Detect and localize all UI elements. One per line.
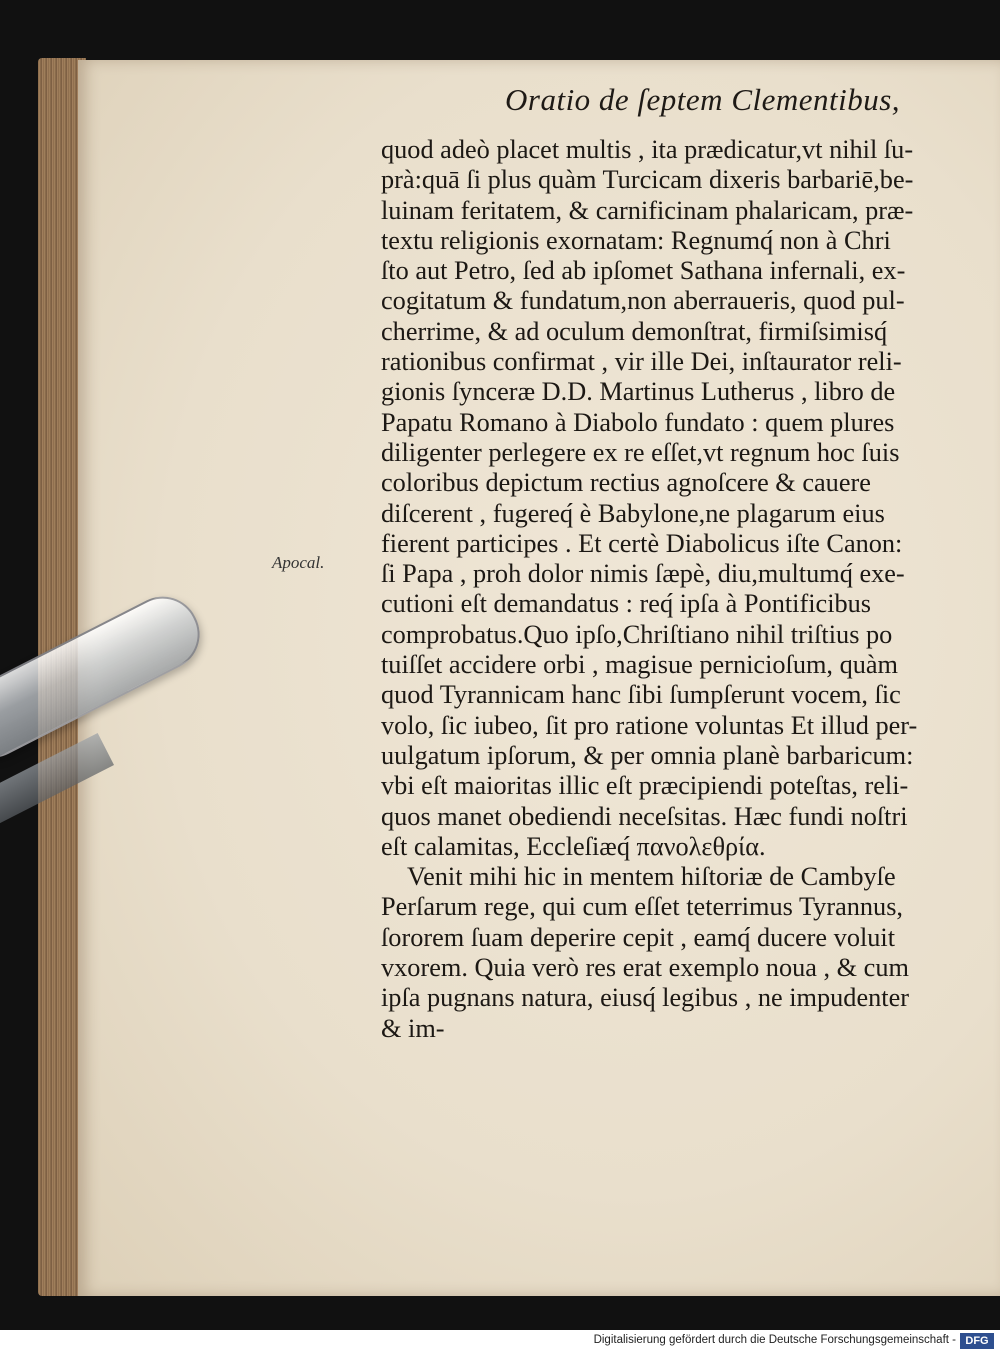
footer-bar bbox=[0, 1330, 1000, 1353]
text-line: prà:quā ſi plus quàm Turcicam dixeris barbariē,be- bbox=[381, 165, 914, 195]
text-line: quos manet obediendi neceſsitas. Hæc fundi noſtri bbox=[381, 801, 908, 831]
text-line: diſcerent , fugereq́ è Babylone,ne plagarum eius bbox=[381, 498, 885, 528]
text-line: & im- bbox=[381, 1013, 445, 1043]
text-line: eſt calamitas, Eccleſiæq́ πανολεθρία. bbox=[381, 831, 766, 861]
text-line: volo, ſic iubeo, ſit pro ratione voluntas Et illud per- bbox=[381, 710, 918, 740]
text-line: rationibus confirmat , vir ille Dei, inſtaurator reli- bbox=[381, 347, 902, 377]
text-line: cogitatum & fundatum,non aberraueris, quod pul- bbox=[381, 286, 905, 316]
dfg-logo: DFG bbox=[960, 1333, 994, 1349]
text-line: ſororem ſuam deperire cepit , eamq́ ducere voluit bbox=[381, 922, 896, 952]
text-line: Papatu Romano à Diabolo fundato : quem plures bbox=[381, 407, 895, 437]
text-line: vbi eſt maioritas illic eſt præcipiendi poteſtas, reli- bbox=[381, 771, 909, 801]
text-line: Perſarum rege, qui cum eſſet teterrimus Tyrannus, bbox=[381, 892, 903, 922]
text-line: luinam feritatem, & carnificinam phalaricam, præ- bbox=[381, 195, 914, 225]
text-line: diligenter perlegere ex re eſſet,vt regnum hoc ſuis bbox=[381, 437, 900, 467]
text-line: quod Tyrannicam hanc ſibi ſumpſerunt vocem, ſic bbox=[381, 680, 901, 710]
text-line: textu religionis exornatam: Regnumq́ non à Chri bbox=[381, 225, 891, 255]
text-line: tuiſſet accidere orbi , magisue pernicioſum, quàm bbox=[381, 650, 899, 680]
text-line: vxorem. Quia verò res erat exemplo noua , & cum bbox=[381, 953, 909, 983]
text-line: quod adeò placet multis , ita prædicatur,vt nihil ſu- bbox=[381, 135, 914, 164]
text-line: uulgatum ipſorum, & per omnia planè barbaricum: bbox=[381, 740, 914, 770]
text-line: ipſa pugnans natura, eiusq́ legibus , ne impudenter bbox=[381, 983, 910, 1013]
text-line: fierent participes . Et certè Diabolicus iſte Canon: bbox=[381, 528, 903, 558]
text-line: comprobatus.Quo ipſo,Chriſtiano nihil triſtius po bbox=[381, 619, 893, 649]
text-line: cutioni eſt demandatus : req́ ipſa à Pontificibus bbox=[381, 589, 872, 619]
text-line: ſto aut Petro, ſed ab ipſomet Sathana infernali, ex- bbox=[381, 256, 906, 286]
text-line: ſi Papa , proh dolor nimis ſæpè, diu,multumq́ exe- bbox=[381, 559, 905, 589]
text-line: Venit mihi hic in mentem hiſtoriæ de Cambyſe bbox=[407, 862, 896, 892]
footer-credit: Digitalisierung gefördert durch die Deutsche Forschungsgemeinschaft - bbox=[593, 1334, 956, 1346]
text-line: gionis ſynceræ D.D. Martinus Lutherus , libro de bbox=[381, 377, 896, 407]
text-line: cherrime, & ad oculum demonſtrat, firmiſsimisq́ bbox=[381, 316, 888, 346]
running-title: Oratio de ſeptem Clementibus, bbox=[505, 82, 901, 117]
text-line: coloribus depictum rectius agnoſcere & cauere bbox=[381, 468, 871, 498]
marginal-note: Apocal. bbox=[272, 553, 325, 572]
body-text-block bbox=[381, 135, 981, 1044]
